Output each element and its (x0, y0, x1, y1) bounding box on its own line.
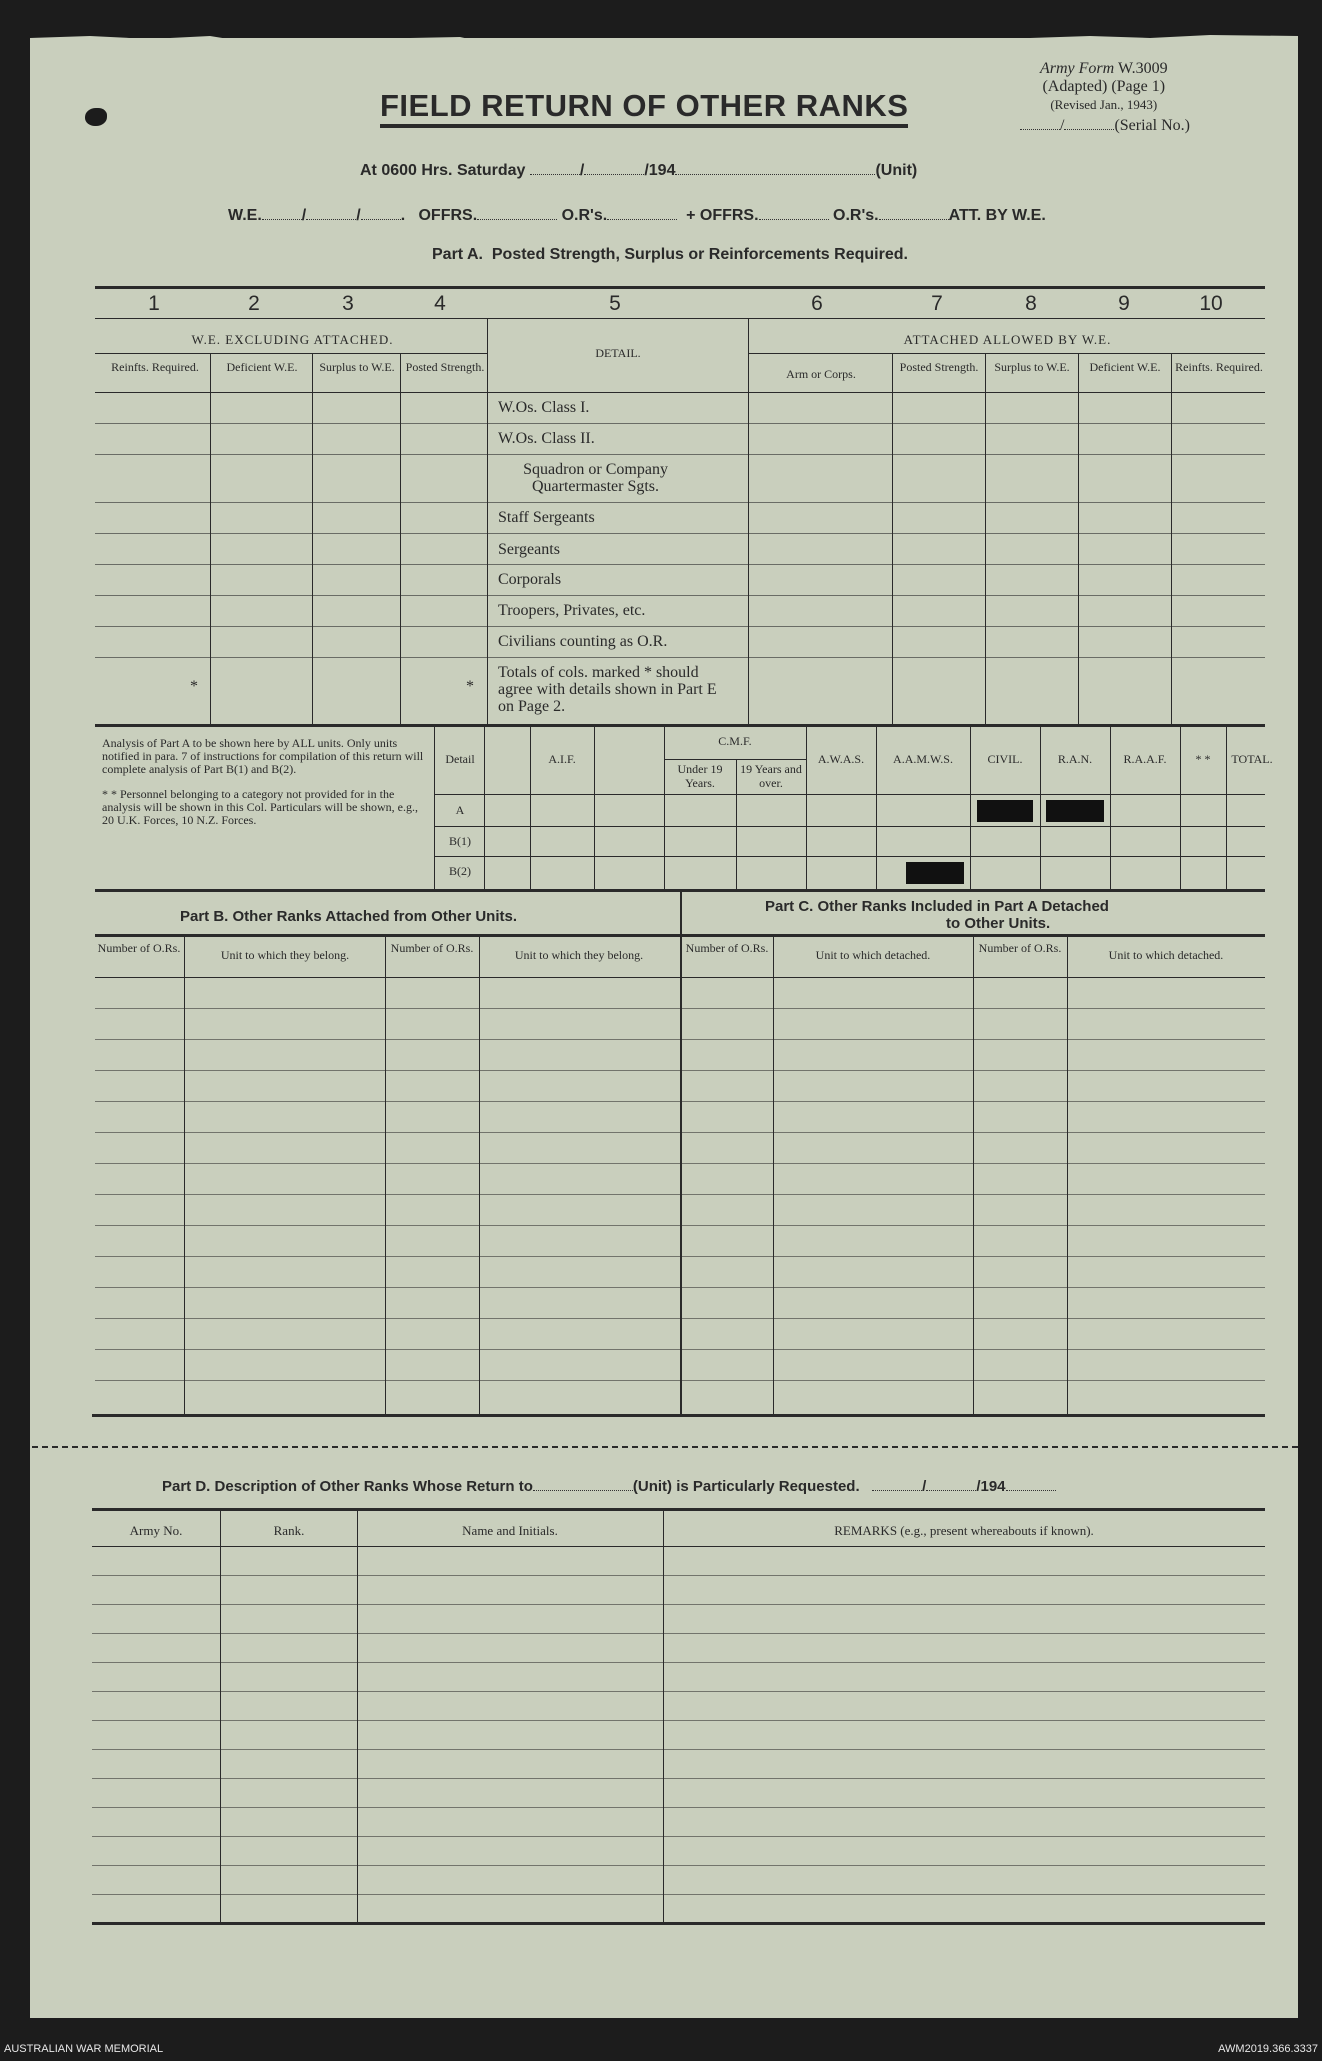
detail-row: Troopers, Privates, etc. (498, 602, 646, 619)
col-head: Posted Strength. (405, 360, 485, 374)
ors-field[interactable] (607, 219, 677, 220)
part-d-army-no: Army No. (129, 1523, 183, 1538)
part-d-title: Part D. Description of Other Ranks Whose Return to (Unit) is Particularly Requested. / /194 (162, 1478, 1056, 1495)
part-c-num-head: Number of O.Rs. (978, 941, 1062, 955)
col-head: Deficient W.E. (226, 360, 298, 374)
table-rule (95, 318, 1265, 319)
blocked-cell (906, 862, 964, 884)
part-b-num-head: Number of O.Rs. (390, 941, 474, 955)
analysis-row-b1: B(1) (449, 834, 471, 848)
at-label: At 0600 Hrs. Saturday (360, 162, 526, 179)
group-attached: ATTACHED ALLOWED BY W.E. (903, 332, 1112, 347)
col-number: 6 (811, 292, 823, 315)
we-field-1[interactable] (262, 219, 302, 220)
month-field[interactable] (584, 174, 644, 175)
analysis-row-b2: B(2) (449, 864, 471, 878)
analysis-note: Analysis of Part A to be shown here by ALL units. Only units notified in para. 7 of instructions for compilation of this return will complete analysis of Part B(1) and B(2). * * Personnel belonging to a category not provided for in the analysis will be shown in this Col. Particulars will be shown, e.g., 20 U.K. Forces, 10 N.Z. Forces. (102, 736, 424, 827)
analysis-detail: Detail (445, 752, 475, 766)
col-head: Reinfts. Required. (1175, 360, 1263, 374)
revised-label: (Revised Jan., 1943) (1050, 97, 1158, 112)
col-head: Surplus to W.E. (319, 360, 395, 374)
part-c-unit-head: Unit to which detached. (815, 948, 931, 962)
detail-row: Civilians counting as O.R. (498, 633, 668, 650)
form-identifier (1040, 60, 1168, 114)
part-b-unit-head: Unit to which they belong. (514, 948, 644, 962)
army-form-label: Army Form (1040, 60, 1115, 77)
col-number: 8 (1025, 292, 1037, 315)
serial-field[interactable]: / (Serial No.) (1020, 117, 1190, 135)
star-mark: * (190, 678, 198, 695)
day-field[interactable] (530, 174, 580, 175)
analysis-awas: A.W.A.S. (817, 752, 865, 766)
detail-row: W.Os. Class I. (498, 399, 590, 416)
blocked-cell (977, 800, 1033, 822)
year-label: 194 (648, 162, 676, 179)
table-rule (95, 286, 1265, 289)
col-head: Deficient W.E. (1089, 360, 1161, 374)
punch-hole (85, 108, 107, 126)
we-line: W.E. / / . OFFRS. O.R's. + OFFRS. O.R's. ATT. BY W.E. (228, 207, 1046, 224)
part-d-month-field[interactable] (926, 1490, 976, 1491)
date-line: At 0600 Hrs. Saturday / /194 (Unit) (360, 162, 918, 179)
group-we-excluding: W.E. EXCLUDING ATTACHED. (191, 332, 394, 347)
analysis-over19: 19 Years and over. (740, 762, 802, 790)
part-b-title: Part B. Other Ranks Attached from Other Units. (180, 908, 518, 925)
part-d-rank: Rank. (273, 1523, 305, 1538)
col-head: Posted Strength. (899, 360, 979, 374)
analysis-under19: Under 19 Years. (677, 762, 723, 790)
col-number: 5 (609, 292, 621, 315)
analysis-raaf: R.A.A.F. (1123, 752, 1167, 766)
analysis-aif: A.I.F. (548, 752, 576, 766)
analysis-aamws: A.A.M.W.S. (893, 752, 953, 766)
detail-heading: DETAIL. (595, 346, 641, 360)
analysis-other: * * (1195, 752, 1211, 766)
analysis-civil: CIVIL. (987, 752, 1023, 766)
col-number: 4 (434, 292, 446, 315)
part-d-unit-field[interactable] (533, 1490, 633, 1491)
col-number: 9 (1118, 292, 1130, 315)
part-c-title-2: to Other Units. (946, 915, 1051, 932)
star-mark: * (466, 678, 474, 695)
analysis-total: TOTAL. (1231, 752, 1273, 766)
col-number: 2 (248, 292, 260, 315)
part-c-title: Part C. Other Ranks Included in Part A Detached (765, 898, 1109, 915)
we-field-2[interactable] (306, 219, 356, 220)
col-number: 10 (1199, 292, 1223, 315)
part-b-unit-head: Unit to which they belong. (220, 948, 350, 962)
part-d-day-field[interactable] (872, 1490, 922, 1491)
col-number: 3 (342, 292, 354, 315)
unit-field[interactable] (675, 174, 875, 175)
col-head: Arm or Corps. (786, 367, 856, 381)
offrs-field[interactable] (477, 219, 557, 220)
part-c-unit-head: Unit to which detached. (1108, 948, 1224, 962)
part-d-remarks: REMARKS (e.g., present whereabouts if known). (834, 1523, 1094, 1538)
detail-row: Staff Sergeants (498, 509, 595, 526)
analysis-cmf: C.M.F. (718, 734, 752, 748)
part-d-year-field[interactable] (1006, 1490, 1056, 1491)
we-field-3[interactable] (361, 219, 401, 220)
att-offrs-field[interactable] (759, 219, 829, 220)
col-number: 1 (148, 292, 160, 315)
form-number: W.3009 (1117, 60, 1168, 77)
detail-row: Sergeants (498, 541, 560, 558)
footer-id: AWM2019.366.3337 (1218, 2043, 1318, 2055)
adapted-label: (Adapted) (Page 1) (1042, 78, 1166, 95)
footer-source: AUSTRALIAN WAR MEMORIAL (4, 2043, 164, 2055)
col-head: Reinfts. Required. (111, 360, 199, 374)
analysis-row-a: A (455, 803, 465, 817)
detail-row: Squadron or Company Quartermaster Sgts. (523, 461, 668, 495)
detail-row: Totals of cols. marked * should agree with details shown in Part E on Page 2. (498, 664, 717, 715)
analysis-ran: R.A.N. (1057, 752, 1093, 766)
form-title: FIELD RETURN OF OTHER RANKS (380, 88, 908, 128)
torn-edge (30, 30, 1298, 60)
col-number: 7 (931, 292, 943, 315)
detail-row: W.Os. Class II. (498, 430, 595, 447)
part-d-name: Name and Initials. (462, 1523, 558, 1538)
detail-row: Corporals (498, 571, 562, 588)
part-b-num-head: Number of O.Rs. (97, 941, 181, 955)
unit-label: (Unit) (875, 162, 918, 179)
part-c-num-head: Number of O.Rs. (685, 941, 769, 955)
att-ors-field[interactable] (879, 219, 949, 220)
col-head: Surplus to W.E. (994, 360, 1070, 374)
blocked-cell (1046, 800, 1104, 822)
part-a-heading: Part A. Posted Strength, Surplus or Reinforcements Required. (432, 246, 908, 263)
cut-line (32, 1446, 1298, 1448)
